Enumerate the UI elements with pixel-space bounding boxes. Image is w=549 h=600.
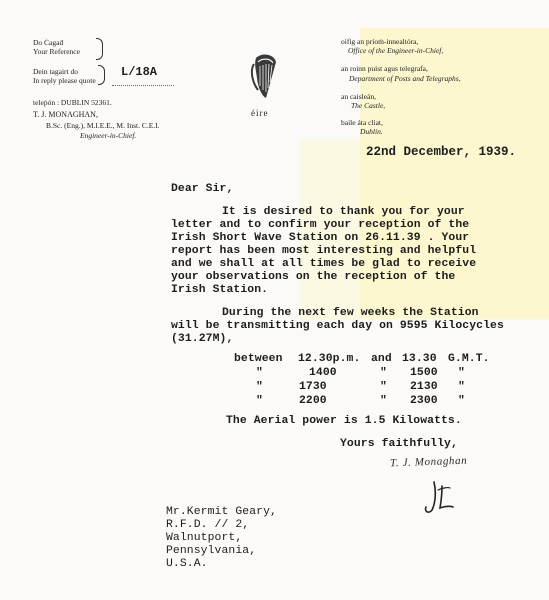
schedule-and: and [371, 353, 392, 365]
aerial-power: The Aerial power is 1.5 Kilowatts. [226, 415, 462, 427]
body-line: Irish Short Wave Station on 26.11.39 . Your [171, 232, 470, 244]
engineer-name: T. J. MONAGHAN, [33, 110, 98, 119]
body-line: During the next few weeks the Station [222, 307, 479, 319]
address-line: Pennsylvania, [166, 545, 257, 557]
schedule-start: 2200 [299, 395, 327, 407]
schedule-start: 1730 [299, 381, 327, 393]
schedule-suffix: " [458, 367, 465, 379]
ditto-mark: " [256, 367, 263, 379]
eire-label: éire [251, 108, 269, 118]
salutation: Dear Sir, [171, 183, 234, 195]
schedule-suffix: " [458, 395, 465, 407]
body-line: It is desired to thank you for your [222, 206, 465, 218]
address-line: R.F.D. // 2, [166, 519, 250, 531]
reply-quote-label: In reply please quote [33, 76, 96, 85]
initials-mark [420, 478, 460, 523]
ditto-mark: " [380, 367, 387, 379]
ditto-mark: " [380, 395, 387, 407]
schedule-start: 12.30p.m. [298, 353, 361, 365]
body-line: will be transmitting each day on 9595 Kilocycles [171, 320, 504, 332]
schedule-suffix: " [458, 381, 465, 393]
qualifications: B.Sc. (Eng.), M.I.E.E., M. Inst. C.E.I. [46, 121, 160, 130]
ditto-mark: " [256, 381, 263, 393]
schedule-end: 2130 [410, 381, 438, 393]
schedule-end: 13.30 [402, 353, 437, 365]
letter-date: 22nd December, 1939. [366, 145, 517, 159]
dept-label: Department of Posts and Telegraphs, [349, 74, 461, 83]
schedule-start: 1400 [309, 367, 337, 379]
your-reference-irish: Do Ċagaḋ [33, 38, 64, 47]
signature: T. J. Monaghan [389, 454, 468, 470]
address-line: Walnutport, [166, 532, 243, 544]
closing: Yours faithfully, [340, 438, 458, 450]
divider [112, 85, 174, 86]
ditto-mark: " [380, 381, 387, 393]
telephone: teleṗón : DUBLIN 52361. [33, 98, 112, 107]
schedule-end: 2300 [410, 395, 438, 407]
body-line: report has been most interesting and helpful [171, 245, 477, 257]
your-reference-label: Your Reference [33, 47, 80, 56]
city-irish: baile áta cliat, [341, 118, 383, 127]
schedule-end: 1500 [410, 367, 438, 379]
castle-label: The Castle, [351, 101, 386, 110]
schedule-between: between [234, 353, 283, 365]
body-line: (31.27M), [171, 333, 234, 345]
address-line: U.S.A. [166, 558, 208, 570]
body-line: and we shall at all times be glad to receive [171, 258, 477, 270]
office-label: Office of the Engineer-in-Chief, [348, 46, 444, 55]
dept-irish: an roinn puist agus telegrafa, [341, 64, 428, 73]
city-label: Dublin. [360, 127, 383, 136]
address-line: Mr.Kermit Geary, [166, 506, 277, 518]
ditto-mark: " [256, 395, 263, 407]
body-line: your observations on the reception of the [171, 271, 456, 283]
schedule-suffix: G.M.T. [448, 353, 490, 365]
castle-irish: an caisleán, [341, 92, 376, 101]
body-line: Irish Station. [171, 284, 269, 296]
engineer-title: Engineer-in-Chief. [80, 131, 137, 140]
reply-quote-irish: Dein tagairt do [33, 67, 78, 76]
harp-emblem [248, 52, 282, 109]
brace [96, 38, 103, 60]
brace [98, 65, 105, 85]
office-irish: oifig an príoṁ-innealtóra, [341, 37, 419, 46]
reference-number: L/18A [121, 65, 158, 79]
body-line: letter and to confirm your reception of the [171, 219, 470, 231]
